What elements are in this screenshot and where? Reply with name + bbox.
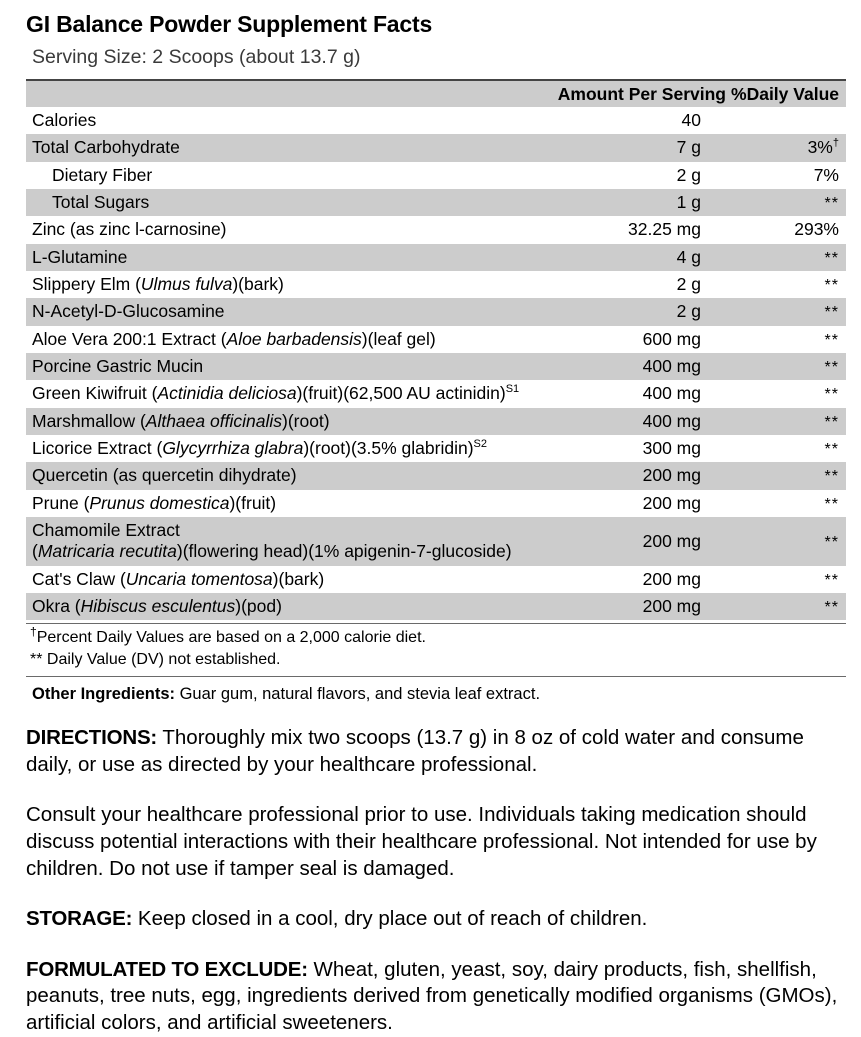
page-title: GI Balance Powder Supplement Facts: [26, 11, 433, 37]
other-ingredients-text: Guar gum, natural flavors, and stevia leaf extract.: [175, 684, 541, 703]
row-nutrient-name: Total Sugars: [52, 191, 150, 212]
directions-section: [26, 725, 844, 778]
row-nutrient-name: L-Glutamine: [32, 246, 128, 267]
footnotes-block: [26, 623, 846, 675]
row-amount-per-serving: 200 mg: [642, 596, 701, 617]
row-amount-per-serving: 2 g: [676, 301, 701, 322]
row-daily-value: **: [824, 277, 839, 295]
row-nutrient-name: Total Carbohydrate: [32, 137, 180, 158]
row-amount-per-serving: 600 mg: [642, 328, 701, 349]
name-superscript: S1: [505, 383, 520, 396]
dagger-symbol: †: [30, 625, 37, 640]
other-ingredients-label: Other Ingredients:: [32, 684, 176, 703]
row-daily-value: **: [824, 571, 839, 589]
row-daily-value: **: [824, 413, 839, 431]
row-nutrient-name: Porcine Gastric Mucin: [32, 355, 204, 376]
row-nutrient-name: Dietary Fiber: [52, 164, 153, 185]
row-amount-per-serving: 400 mg: [642, 356, 701, 377]
supplement-facts-table: [26, 79, 846, 621]
table-row: [26, 298, 846, 325]
table-row: [26, 189, 846, 216]
row-amount-per-serving: 400 mg: [642, 383, 701, 404]
table-row: [26, 380, 846, 407]
formulated-to-exclude-text: Wheat, gluten, yeast, soy, dairy products, fish, shellfish, peanuts, tree nuts, egg, ingredients derived from genetically modified organisms (GMOs), artificial colors, and artificial sweeteners.: [26, 957, 838, 1035]
table-row: [26, 566, 846, 593]
row-amount-per-serving: 32.25 mg: [628, 219, 701, 240]
row-amount-per-serving: 200 mg: [642, 465, 701, 486]
table-row: [26, 408, 846, 435]
row-daily-value: **: [824, 304, 839, 322]
warnings-section: [26, 802, 844, 882]
dv-superscript: †: [832, 137, 839, 150]
table-row: [26, 593, 846, 620]
row-daily-value: **: [824, 386, 839, 404]
header-amount-per-serving: Amount Per Serving: [557, 83, 726, 104]
table-row: [26, 162, 846, 189]
row-daily-value: **: [824, 195, 839, 213]
row-daily-value: **: [824, 359, 839, 377]
row-amount-per-serving: 200 mg: [642, 530, 701, 551]
row-nutrient-name: Prune (Prunus domestica)(fruit): [32, 492, 277, 513]
row-nutrient-name: Okra (Hibiscus esculentus)(pod): [32, 596, 282, 617]
row-nutrient-name: Chamomile Extract (Matricaria recutita)(flowering head)(1% apigenin-7-glucoside): [32, 519, 512, 562]
footnote-line-1: Percent Daily Values are based on a 2,000 calorie diet.: [36, 629, 426, 647]
table-header-row: [26, 80, 846, 107]
table-row: [26, 326, 846, 353]
row-nutrient-name: N-Acetyl-D-Glucosamine: [32, 301, 225, 322]
storage-heading: STORAGE:: [26, 907, 133, 931]
row-amount-per-serving: 7 g: [676, 137, 701, 158]
row-amount-per-serving: 2 g: [676, 164, 701, 185]
row-amount-per-serving: 300 mg: [642, 438, 701, 459]
row-nutrient-name: Quercetin (as quercetin dihydrate): [32, 465, 297, 486]
row-nutrient-name: Zinc (as zinc l-carnosine): [32, 219, 227, 240]
row-amount-per-serving: 2 g: [676, 274, 701, 295]
row-nutrient-name: Aloe Vera 200:1 Extract (Aloe barbadensis)(leaf gel): [32, 328, 436, 349]
row-daily-value: **: [824, 468, 839, 486]
row-daily-value: 293%: [794, 219, 839, 240]
table-row: [26, 353, 846, 380]
row-nutrient-name: Green Kiwifruit (Actinidia deliciosa)(fruit)(62,500 AU actinidin)$^{S1}$: [32, 383, 520, 404]
row-nutrient-name: Calories: [32, 109, 97, 130]
table-row: [26, 490, 846, 517]
header-nutrient: [26, 80, 554, 107]
table-row: [26, 134, 846, 161]
row-daily-value: **: [824, 441, 839, 459]
row-amount-per-serving: 200 mg: [642, 492, 701, 513]
storage-text: Keep closed in a cool, dry place out of reach of children.: [132, 907, 648, 931]
row-daily-value: **: [824, 249, 839, 267]
table-body: [26, 107, 846, 621]
row-daily-value: 3%†: [807, 137, 839, 158]
warnings-text: Consult your healthcare professional prior to use. Individuals taking medication should discuss potential interactions with their healthcare professional. Not intended for use by children. Do not use if tamper seal is damaged.: [26, 803, 817, 880]
row-nutrient-name: Marshmallow (Althaea officinalis)(root): [32, 410, 330, 431]
serving-size-text: Serving Size: 2 Scoops (about 13.7 g): [32, 46, 361, 69]
table-row: [26, 435, 846, 462]
formulated-to-exclude-section: [26, 957, 844, 1037]
table-row: [26, 517, 846, 566]
row-daily-value: **: [824, 599, 839, 617]
row-amount-per-serving: 200 mg: [642, 568, 701, 589]
table-row: [26, 107, 846, 134]
row-daily-value: **: [824, 331, 839, 349]
row-daily-value: 7%: [813, 164, 839, 185]
table-row: [26, 244, 846, 271]
directions-text: Thoroughly mix two scoops (13.7 g) in 8 oz of cold water and consume daily, or use as directed by your healthcare professional.: [26, 725, 804, 776]
footnote-line-2: ** Daily Value (DV) not established.: [30, 651, 281, 669]
directions-heading: DIRECTIONS:: [26, 725, 158, 749]
footnote-daily-values: [30, 627, 846, 649]
other-ingredients-block: [26, 676, 846, 705]
row-amount-per-serving: 40: [681, 110, 701, 130]
row-daily-value: **: [824, 533, 839, 551]
row-amount-per-serving: 400 mg: [642, 410, 701, 431]
row-daily-value: [730, 107, 846, 134]
name-superscript: S2: [473, 438, 488, 451]
table-row: [26, 271, 846, 298]
row-daily-value: **: [824, 495, 839, 513]
row-amount-per-serving: 4 g: [676, 246, 701, 267]
row-nutrient-name: Cat's Claw (Uncaria tomentosa)(bark): [32, 568, 325, 589]
formulated-to-exclude-heading: FORMULATED TO EXCLUDE:: [26, 957, 308, 981]
header-daily-value: %Daily Value: [731, 83, 839, 104]
storage-section: [26, 906, 844, 933]
row-nutrient-name: Slippery Elm (Ulmus fulva)(bark): [32, 273, 284, 294]
row-amount-per-serving: 1 g: [676, 192, 701, 213]
row-nutrient-name: Licorice Extract (Glycyrrhiza glabra)(root)(3.5% glabridin)$^{S2}$: [32, 437, 488, 458]
table-row: [26, 216, 846, 243]
table-row: [26, 462, 846, 489]
